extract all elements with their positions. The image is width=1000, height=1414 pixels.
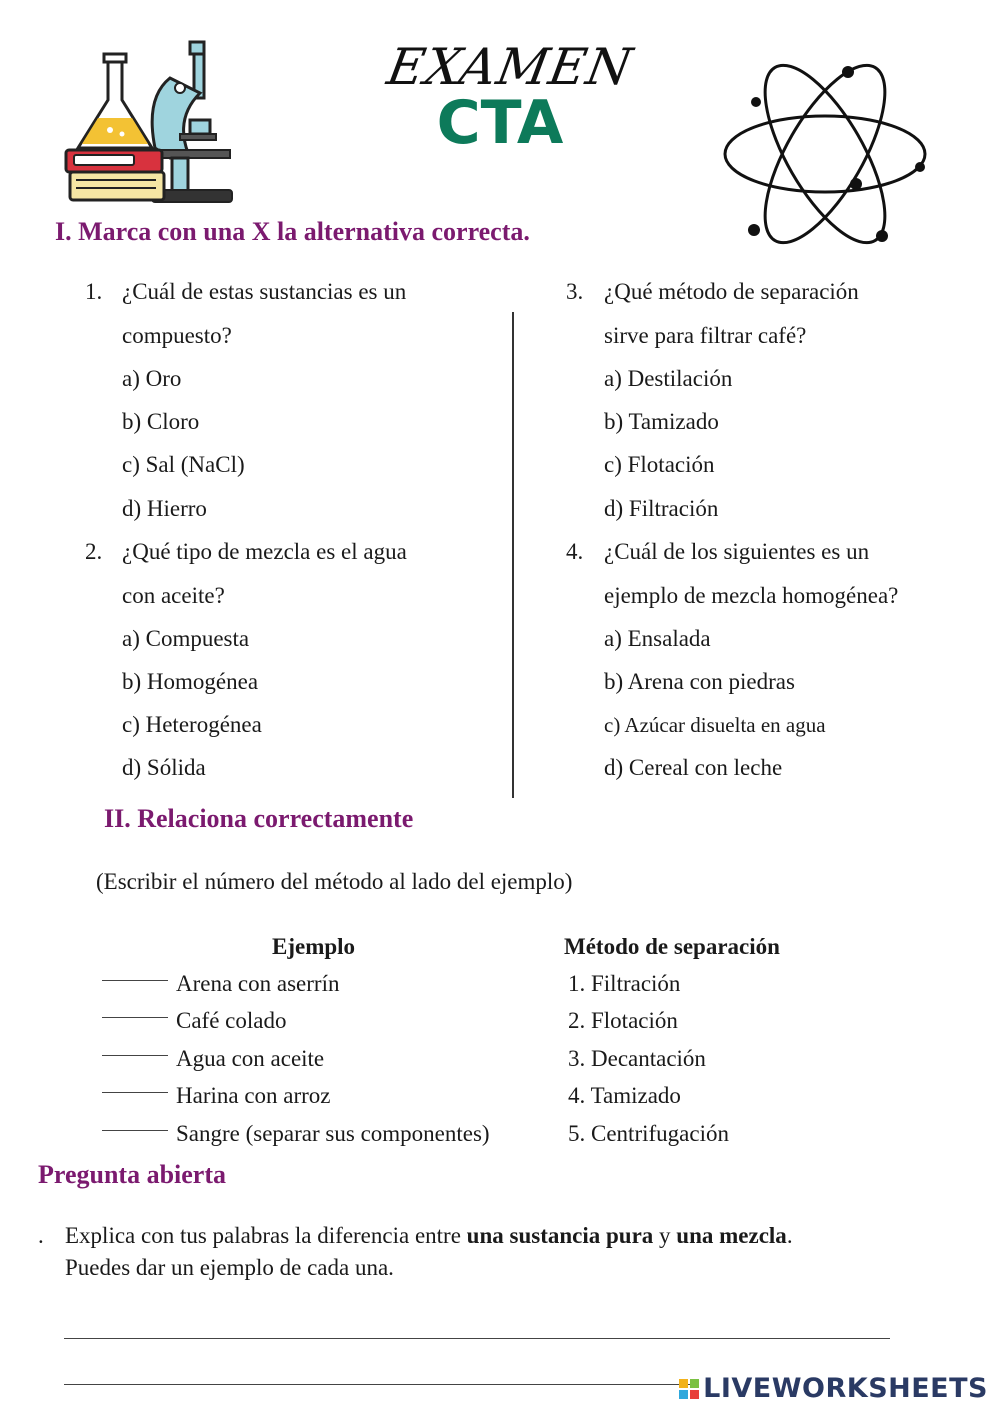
- option-d[interactable]: d) Filtración: [604, 496, 719, 521]
- method-item: 3. Decantación: [568, 1046, 706, 1071]
- option-c[interactable]: c) Heterogénea: [122, 712, 262, 737]
- option-a[interactable]: a) Oro: [122, 366, 182, 391]
- atom-icon: [720, 62, 930, 247]
- section-2-heading: II. Relaciona correctamente: [104, 804, 414, 833]
- method-item: 1. Filtración: [568, 971, 681, 996]
- text-segment: Explica con tus palabras la diferencia entre: [65, 1223, 467, 1248]
- question-text: ¿Cuál de estas sustancias es un: [122, 279, 407, 304]
- section-2-instruction: (Escribir el número del método al lado del ejemplo): [96, 869, 573, 894]
- question-text: sirve para filtrar café?: [604, 323, 807, 348]
- answer-blank[interactable]: [102, 1130, 168, 1131]
- option-d[interactable]: d) Cereal con leche: [604, 755, 783, 780]
- example-item: Arena con aserrín: [176, 971, 340, 996]
- question-text: ¿Cuál de los siguientes es un: [604, 539, 870, 564]
- option-b[interactable]: b) Cloro: [122, 409, 200, 434]
- column-header-method: Método de separación: [564, 934, 780, 959]
- column-divider: [512, 312, 514, 798]
- question-number: 4.: [566, 539, 584, 564]
- method-item: 5. Centrifugación: [568, 1121, 729, 1146]
- bold-term: una sustancia pura: [466, 1223, 654, 1248]
- section-1-heading: I. Marca con una X la alternativa correcta.: [55, 217, 530, 246]
- exam-title: EXAMEN: [382, 38, 638, 96]
- answer-line[interactable]: [64, 1384, 694, 1385]
- lab-illustration-icon: [60, 38, 240, 208]
- question-text: compuesto?: [122, 323, 232, 348]
- text-segment: y: [653, 1223, 677, 1248]
- text-segment: .: [786, 1223, 793, 1248]
- answer-blank[interactable]: [102, 1017, 168, 1018]
- answer-blank[interactable]: [102, 1092, 168, 1093]
- question-text: con aceite?: [122, 583, 225, 608]
- column-header-example: Ejemplo: [272, 934, 356, 959]
- section-3-heading: Pregunta abierta: [38, 1160, 226, 1189]
- question-number: 1.: [85, 279, 103, 304]
- bullet: .: [38, 1223, 44, 1248]
- logo-mark-icon: [679, 1379, 699, 1399]
- example-item: Agua con aceite: [176, 1046, 325, 1071]
- bold-term: una mezcla: [676, 1223, 787, 1248]
- answer-blank[interactable]: [102, 980, 168, 981]
- option-d[interactable]: d) Sólida: [122, 755, 206, 780]
- open-question-text-2: Puedes dar un ejemplo de cada una.: [65, 1255, 394, 1280]
- question-text: ¿Qué método de separación: [604, 279, 859, 304]
- option-a[interactable]: a) Destilación: [604, 366, 733, 391]
- logo-text: LIVEWORKSHEETS: [703, 1373, 988, 1404]
- method-item: 4. Tamizado: [568, 1083, 681, 1108]
- option-b[interactable]: b) Tamizado: [604, 409, 719, 434]
- option-b[interactable]: b) Arena con piedras: [604, 669, 795, 694]
- option-a[interactable]: a) Ensalada: [604, 626, 711, 651]
- option-c[interactable]: c) Sal (NaCl): [122, 452, 245, 477]
- example-item: Café colado: [176, 1008, 287, 1033]
- method-item: 2. Flotación: [568, 1008, 678, 1033]
- question-number: 3.: [566, 279, 584, 304]
- answer-line[interactable]: [64, 1338, 890, 1339]
- option-d[interactable]: d) Hierro: [122, 496, 207, 521]
- option-a[interactable]: a) Compuesta: [122, 626, 250, 651]
- example-item: Harina con arroz: [176, 1083, 331, 1108]
- option-c[interactable]: c) Azúcar disuelta en agua: [604, 713, 826, 737]
- liveworksheets-logo[interactable]: [679, 1373, 988, 1404]
- question-number: 2.: [85, 539, 103, 564]
- example-item: Sangre (separar sus componentes): [176, 1121, 490, 1146]
- option-b[interactable]: b) Homogénea: [122, 669, 259, 694]
- question-text: ¿Qué tipo de mezcla es el agua: [122, 539, 407, 564]
- exam-subtitle: CTA: [436, 88, 564, 158]
- question-text: ejemplo de mezcla homogénea?: [604, 583, 899, 608]
- open-question-text: [65, 1224, 793, 1247]
- option-c[interactable]: c) Flotación: [604, 452, 715, 477]
- answer-blank[interactable]: [102, 1055, 168, 1056]
